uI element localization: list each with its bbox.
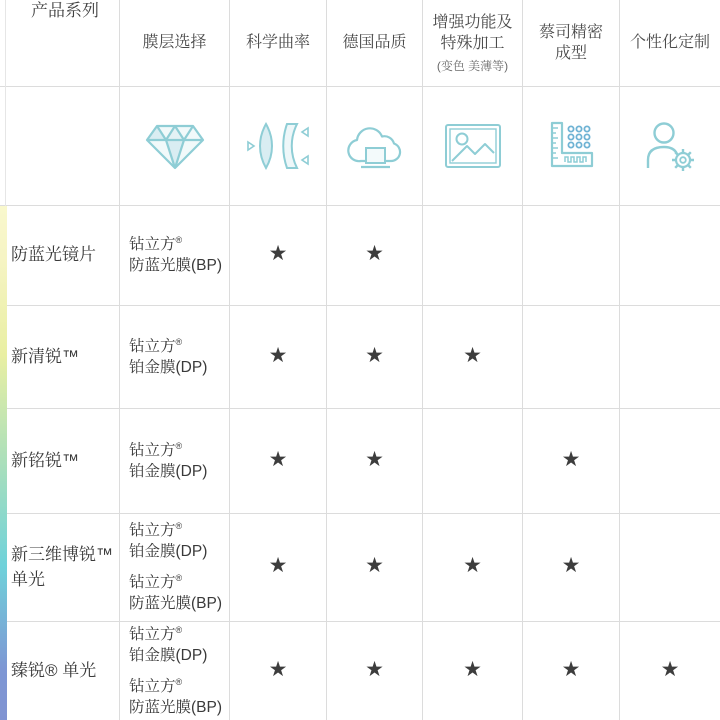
series-cell <box>0 306 120 409</box>
star-cell <box>620 206 720 306</box>
coating-cell <box>120 622 230 720</box>
cloud-computer-icon <box>342 118 408 174</box>
coating-entry <box>129 572 222 615</box>
header-curvature <box>230 0 327 87</box>
star-cell: ★ <box>230 409 327 514</box>
coating-film: 防蓝光膜(BP) <box>129 595 223 613</box>
coating-entry <box>129 676 222 719</box>
header-label: 产品系列 <box>31 1 99 20</box>
series-cell <box>0 206 120 306</box>
icon-cell <box>423 87 523 206</box>
star-cell: ★ <box>423 306 523 409</box>
header-label: 德国品质 <box>342 34 407 52</box>
header-label: 膜层选择 <box>142 34 207 52</box>
header-label: 蔡司精密成型 <box>538 23 603 62</box>
icon-cell <box>120 87 230 206</box>
header-enhance <box>423 0 523 87</box>
star-cell <box>620 514 720 622</box>
coating-film: 铂金膜(DP) <box>129 646 208 664</box>
coating-entry <box>129 336 207 379</box>
coating-film: 防蓝光膜(BP) <box>129 698 223 716</box>
series-cell <box>0 622 120 720</box>
header-label: 个性化定制 <box>629 34 710 52</box>
star-cell: ★ <box>230 206 327 306</box>
star-cell <box>423 206 523 306</box>
person-gear-icon <box>637 118 703 174</box>
coating-entry <box>129 440 207 483</box>
header-label: 增强功能及特殊加工 <box>432 13 513 52</box>
coating-cell <box>120 206 230 306</box>
star-cell: ★ <box>423 622 523 720</box>
header-molding <box>523 0 620 87</box>
coating-entry <box>129 520 207 563</box>
header-custom <box>620 0 720 87</box>
coating-brand: 钻立方® <box>129 440 183 459</box>
star-cell <box>423 409 523 514</box>
icon-cell-empty <box>0 87 120 206</box>
star-cell: ★ <box>423 514 523 622</box>
series-cell <box>0 514 120 622</box>
star-cell: ★ <box>523 514 620 622</box>
star-cell: ★ <box>327 622 423 720</box>
lens-curvature-icon <box>245 118 311 174</box>
coating-cell <box>120 409 230 514</box>
star-cell: ★ <box>230 514 327 622</box>
star-cell: ★ <box>230 622 327 720</box>
star-cell <box>620 409 720 514</box>
header-note: (变色 美薄等) <box>436 59 509 74</box>
series-name: 防蓝光镜片 <box>11 245 96 265</box>
coating-entry <box>129 624 207 667</box>
precision-ruler-icon <box>538 118 604 174</box>
star-cell: ★ <box>327 306 423 409</box>
star-cell <box>523 206 620 306</box>
icon-cell <box>523 87 620 206</box>
diamond-icon <box>142 119 208 173</box>
coating-cell <box>120 306 230 409</box>
coating-entry <box>129 234 222 277</box>
star-cell: ★ <box>523 622 620 720</box>
star-cell: ★ <box>620 622 720 720</box>
coating-brand: 钻立方® <box>129 235 183 254</box>
coating-film: 防蓝光膜(BP) <box>129 257 223 275</box>
icon-cell <box>230 87 327 206</box>
star-cell: ★ <box>230 306 327 409</box>
header-product-series <box>0 0 120 87</box>
coating-brand: 钻立方® <box>129 573 183 592</box>
coating-cell <box>120 514 230 622</box>
star-cell <box>620 306 720 409</box>
star-cell: ★ <box>327 514 423 622</box>
header-quality <box>327 0 423 87</box>
coating-brand: 钻立方® <box>129 676 183 695</box>
left-border-line <box>5 0 6 206</box>
series-name: 新三维博锐™ 单光 <box>11 544 113 589</box>
icon-cell <box>327 87 423 206</box>
series-cell <box>0 409 120 514</box>
star-cell <box>523 306 620 409</box>
series-name: 新清锐™ <box>11 346 79 366</box>
icon-cell <box>620 87 720 206</box>
coating-brand: 钻立方® <box>129 336 183 355</box>
left-gradient-strip <box>0 206 7 720</box>
star-cell: ★ <box>523 409 620 514</box>
header-label: 科学曲率 <box>245 34 310 52</box>
star-cell: ★ <box>327 206 423 306</box>
coating-film: 铂金膜(DP) <box>129 543 208 561</box>
star-cell: ★ <box>327 409 423 514</box>
series-name: 臻锐® 单光 <box>11 660 97 680</box>
coating-film: 铂金膜(DP) <box>129 358 208 376</box>
series-name: 新铭锐™ <box>11 450 79 470</box>
coating-brand: 钻立方® <box>129 521 183 540</box>
header-coating <box>120 0 230 87</box>
coating-brand: 钻立方® <box>129 624 183 643</box>
photo-icon <box>440 120 506 172</box>
coating-film: 铂金膜(DP) <box>129 462 208 480</box>
